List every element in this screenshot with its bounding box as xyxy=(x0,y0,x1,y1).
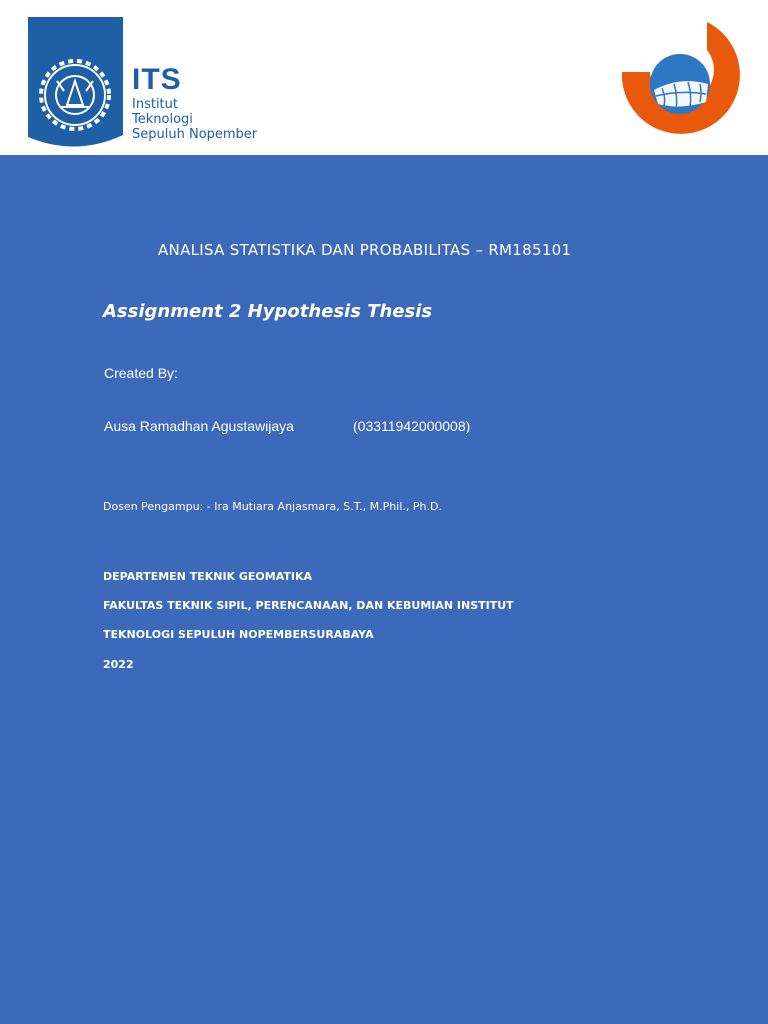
author-id: (03311942000008) xyxy=(353,418,471,434)
department-line: DEPARTEMEN TEKNIK GEOMATIKA xyxy=(103,570,313,583)
assignment-title: Assignment 2 Hypothesis Thesis xyxy=(103,301,433,322)
geomatics-globe-icon xyxy=(618,18,744,140)
year-line: 2022 xyxy=(103,658,134,671)
its-name-line-3: Sepuluh Nopember xyxy=(132,127,258,142)
author-name: Ausa Ramadhan Agustawijaya xyxy=(104,418,294,434)
its-name-line-1: Institut xyxy=(132,97,178,112)
institution-line: TEKNOLOGI SEPULUH NOPEMBERSURABAYA xyxy=(103,628,374,641)
lecturer-line: Dosen Pengampu: - Ira Mutiara Anjasmara, S.T., M.Phil., Ph.D. xyxy=(103,500,442,513)
header xyxy=(0,0,768,155)
cover-page xyxy=(0,155,768,1024)
its-shield-icon xyxy=(28,17,124,151)
course-title: ANALISA STATISTIKA DAN PROBABILITAS – RM185101 xyxy=(158,241,572,259)
its-wordmark: ITS xyxy=(132,63,182,96)
its-name-line-2: Teknologi xyxy=(132,112,193,127)
created-by-label: Created By: xyxy=(104,365,178,381)
faculty-line: FAKULTAS TEKNIK SIPIL, PERENCANAAN, DAN KEBUMIAN INSTITUT xyxy=(103,599,514,612)
its-logo xyxy=(28,17,260,151)
